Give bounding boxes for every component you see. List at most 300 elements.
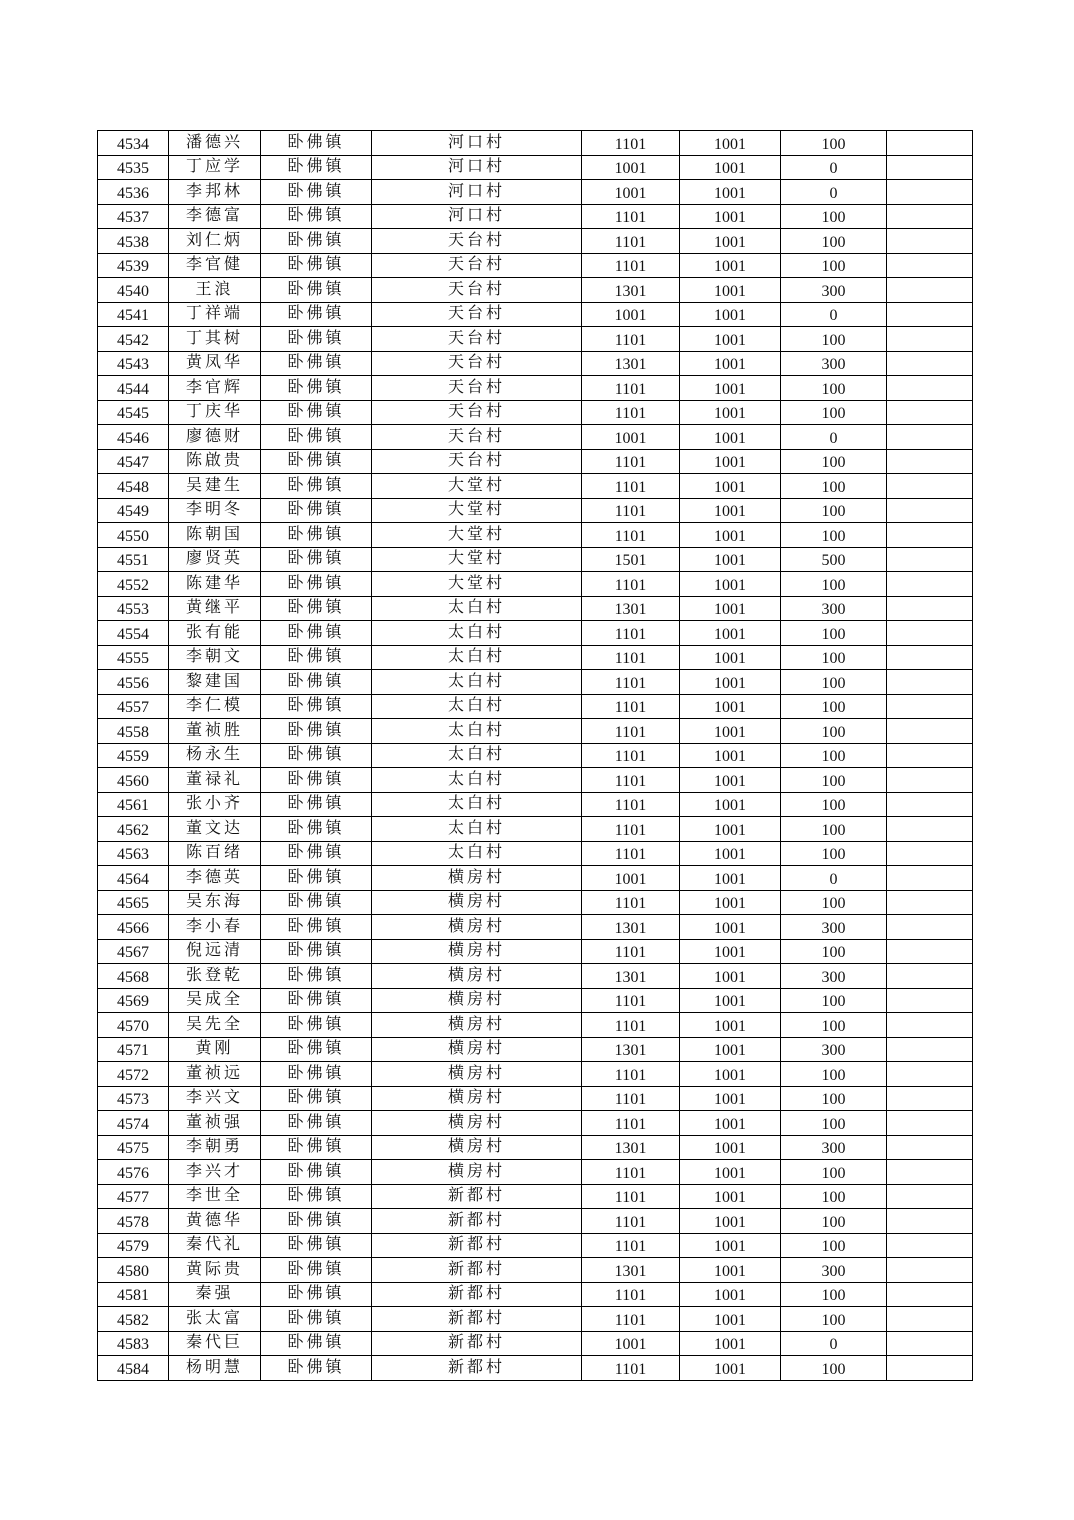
cell-code-a: 1101 bbox=[582, 451, 680, 476]
table-row bbox=[98, 400, 973, 425]
cell-code-b: 1001 bbox=[680, 1284, 781, 1309]
cell-index: 4536 bbox=[98, 182, 169, 207]
cell-village: 横房村 bbox=[372, 1160, 582, 1185]
cell-name: 李官辉 bbox=[169, 376, 261, 401]
cell-index: 4552 bbox=[98, 574, 169, 599]
cell-village: 太白村 bbox=[372, 596, 582, 621]
cell-remark bbox=[887, 402, 973, 427]
cell-remark bbox=[887, 304, 973, 329]
cell-index: 4573 bbox=[98, 1088, 169, 1113]
cell-town: 卧佛镇 bbox=[261, 1331, 372, 1356]
cell-code-b: 1001 bbox=[680, 1309, 781, 1334]
cell-name: 杨永生 bbox=[169, 743, 261, 768]
cell-name: 丁其树 bbox=[169, 327, 261, 352]
cell-code-b: 1001 bbox=[680, 770, 781, 795]
table-row bbox=[98, 180, 973, 205]
cell-amount: 100 bbox=[781, 794, 887, 819]
cell-town: 卧佛镇 bbox=[261, 302, 372, 327]
table-row bbox=[98, 1111, 973, 1136]
table-row bbox=[98, 474, 973, 499]
cell-name: 董文达 bbox=[169, 817, 261, 842]
cell-amount: 100 bbox=[781, 892, 887, 917]
cell-amount: 100 bbox=[781, 843, 887, 868]
table-row bbox=[98, 670, 973, 695]
cell-village: 河口村 bbox=[372, 131, 582, 156]
cell-amount: 300 bbox=[781, 966, 887, 991]
cell-code-a: 1101 bbox=[582, 1064, 680, 1089]
cell-name: 刘仁炳 bbox=[169, 229, 261, 254]
cell-town: 卧佛镇 bbox=[261, 694, 372, 719]
cell-town: 卧佛镇 bbox=[261, 131, 372, 156]
cell-remark bbox=[887, 1113, 973, 1138]
cell-amount: 100 bbox=[781, 721, 887, 746]
cell-remark bbox=[887, 623, 973, 648]
cell-remark bbox=[887, 892, 973, 917]
cell-code-a: 1001 bbox=[582, 427, 680, 452]
cell-town: 卧佛镇 bbox=[261, 1160, 372, 1185]
cell-code-b: 1001 bbox=[680, 280, 781, 305]
cell-name: 李朝勇 bbox=[169, 1135, 261, 1160]
cell-index: 4567 bbox=[98, 941, 169, 966]
cell-index: 4549 bbox=[98, 500, 169, 525]
cell-code-a: 1101 bbox=[582, 1309, 680, 1334]
cell-village: 大堂村 bbox=[372, 572, 582, 597]
table-row bbox=[98, 302, 973, 327]
cell-index: 4540 bbox=[98, 280, 169, 305]
cell-name: 黄凤华 bbox=[169, 351, 261, 376]
cell-village: 太白村 bbox=[372, 792, 582, 817]
cell-amount: 100 bbox=[781, 1235, 887, 1260]
table-row bbox=[98, 547, 973, 572]
cell-town: 卧佛镇 bbox=[261, 1307, 372, 1332]
cell-remark bbox=[887, 990, 973, 1015]
table-row bbox=[98, 596, 973, 621]
cell-index: 4558 bbox=[98, 721, 169, 746]
cell-index: 4583 bbox=[98, 1333, 169, 1358]
cell-town: 卧佛镇 bbox=[261, 670, 372, 695]
table-row bbox=[98, 817, 973, 842]
cell-name: 吴先全 bbox=[169, 1013, 261, 1038]
cell-name: 丁应学 bbox=[169, 155, 261, 180]
cell-name: 黄际贵 bbox=[169, 1258, 261, 1283]
cell-name: 王浪 bbox=[169, 278, 261, 303]
cell-village: 太白村 bbox=[372, 743, 582, 768]
cell-index: 4539 bbox=[98, 255, 169, 280]
cell-name: 张有能 bbox=[169, 621, 261, 646]
cell-town: 卧佛镇 bbox=[261, 547, 372, 572]
cell-remark bbox=[887, 843, 973, 868]
table-row bbox=[98, 841, 973, 866]
cell-town: 卧佛镇 bbox=[261, 180, 372, 205]
cell-name: 杨明慧 bbox=[169, 1356, 261, 1381]
cell-code-b: 1001 bbox=[680, 427, 781, 452]
cell-name: 李小春 bbox=[169, 915, 261, 940]
cell-code-a: 1101 bbox=[582, 206, 680, 231]
cell-town: 卧佛镇 bbox=[261, 1013, 372, 1038]
table-row bbox=[98, 376, 973, 401]
cell-remark bbox=[887, 157, 973, 182]
cell-index: 4570 bbox=[98, 1015, 169, 1040]
table-row bbox=[98, 890, 973, 915]
cell-code-b: 1001 bbox=[680, 182, 781, 207]
cell-town: 卧佛镇 bbox=[261, 1037, 372, 1062]
cell-index: 4546 bbox=[98, 427, 169, 452]
cell-village: 大堂村 bbox=[372, 474, 582, 499]
cell-code-b: 1001 bbox=[680, 843, 781, 868]
table-row bbox=[98, 915, 973, 940]
cell-code-a: 1101 bbox=[582, 623, 680, 648]
cell-code-a: 1301 bbox=[582, 1039, 680, 1064]
table-row bbox=[98, 1160, 973, 1185]
cell-code-b: 1001 bbox=[680, 1162, 781, 1187]
cell-index: 4582 bbox=[98, 1309, 169, 1334]
cell-town: 卧佛镇 bbox=[261, 351, 372, 376]
cell-code-a: 1101 bbox=[582, 1235, 680, 1260]
cell-name: 董祯远 bbox=[169, 1062, 261, 1087]
cell-town: 卧佛镇 bbox=[261, 768, 372, 793]
cell-index: 4584 bbox=[98, 1358, 169, 1383]
cell-code-a: 1101 bbox=[582, 843, 680, 868]
cell-index: 4556 bbox=[98, 672, 169, 697]
cell-name: 黄德华 bbox=[169, 1209, 261, 1234]
cell-code-b: 1001 bbox=[680, 304, 781, 329]
cell-village: 新都村 bbox=[372, 1184, 582, 1209]
cell-code-a: 1101 bbox=[582, 745, 680, 770]
cell-index: 4555 bbox=[98, 647, 169, 672]
table-row bbox=[98, 1282, 973, 1307]
cell-code-a: 1101 bbox=[582, 672, 680, 697]
cell-amount: 300 bbox=[781, 1039, 887, 1064]
cell-code-a: 1301 bbox=[582, 917, 680, 942]
table-row bbox=[98, 694, 973, 719]
cell-code-a: 1101 bbox=[582, 794, 680, 819]
cell-index: 4542 bbox=[98, 329, 169, 354]
cell-remark bbox=[887, 476, 973, 501]
table-row bbox=[98, 1062, 973, 1087]
table-row bbox=[98, 1258, 973, 1283]
cell-village: 太白村 bbox=[372, 768, 582, 793]
cell-amount: 300 bbox=[781, 353, 887, 378]
cell-code-a: 1101 bbox=[582, 133, 680, 158]
cell-index: 4562 bbox=[98, 819, 169, 844]
cell-remark bbox=[887, 966, 973, 991]
cell-code-b: 1001 bbox=[680, 231, 781, 256]
cell-amount: 100 bbox=[781, 1064, 887, 1089]
cell-code-a: 1101 bbox=[582, 500, 680, 525]
cell-index: 4545 bbox=[98, 402, 169, 427]
cell-village: 新都村 bbox=[372, 1233, 582, 1258]
cell-name: 廖德财 bbox=[169, 425, 261, 450]
cell-code-b: 1001 bbox=[680, 1088, 781, 1113]
cell-village: 天台村 bbox=[372, 253, 582, 278]
cell-remark bbox=[887, 329, 973, 354]
table-row bbox=[98, 253, 973, 278]
cell-index: 4580 bbox=[98, 1260, 169, 1285]
cell-code-a: 1301 bbox=[582, 1260, 680, 1285]
cell-code-b: 1001 bbox=[680, 1235, 781, 1260]
cell-code-b: 1001 bbox=[680, 329, 781, 354]
table-body bbox=[98, 131, 973, 1381]
cell-town: 卧佛镇 bbox=[261, 327, 372, 352]
cell-code-b: 1001 bbox=[680, 1211, 781, 1236]
cell-code-b: 1001 bbox=[680, 1186, 781, 1211]
cell-town: 卧佛镇 bbox=[261, 964, 372, 989]
cell-code-b: 1001 bbox=[680, 451, 781, 476]
table-row bbox=[98, 792, 973, 817]
cell-village: 新都村 bbox=[372, 1331, 582, 1356]
cell-village: 天台村 bbox=[372, 302, 582, 327]
cell-code-a: 1101 bbox=[582, 1211, 680, 1236]
cell-amount: 100 bbox=[781, 770, 887, 795]
cell-name: 黎建国 bbox=[169, 670, 261, 695]
cell-code-a: 1101 bbox=[582, 1015, 680, 1040]
cell-index: 4534 bbox=[98, 133, 169, 158]
cell-amount: 100 bbox=[781, 1088, 887, 1113]
cell-code-a: 1101 bbox=[582, 647, 680, 672]
cell-amount: 0 bbox=[781, 427, 887, 452]
cell-code-a: 1301 bbox=[582, 353, 680, 378]
cell-code-a: 1101 bbox=[582, 574, 680, 599]
table-row bbox=[98, 327, 973, 352]
cell-town: 卧佛镇 bbox=[261, 792, 372, 817]
cell-remark bbox=[887, 500, 973, 525]
cell-index: 4563 bbox=[98, 843, 169, 868]
cell-remark bbox=[887, 647, 973, 672]
cell-village: 太白村 bbox=[372, 694, 582, 719]
cell-code-b: 1001 bbox=[680, 598, 781, 623]
cell-village: 天台村 bbox=[372, 425, 582, 450]
cell-index: 4571 bbox=[98, 1039, 169, 1064]
cell-amount: 100 bbox=[781, 133, 887, 158]
cell-amount: 100 bbox=[781, 378, 887, 403]
table-row bbox=[98, 1209, 973, 1234]
cell-code-a: 1101 bbox=[582, 1186, 680, 1211]
cell-code-a: 1001 bbox=[582, 868, 680, 893]
cell-code-b: 1001 bbox=[680, 1333, 781, 1358]
cell-remark bbox=[887, 1358, 973, 1383]
cell-code-a: 1101 bbox=[582, 770, 680, 795]
cell-amount: 100 bbox=[781, 525, 887, 550]
cell-village: 横房村 bbox=[372, 866, 582, 891]
cell-town: 卧佛镇 bbox=[261, 449, 372, 474]
cell-village: 横房村 bbox=[372, 988, 582, 1013]
cell-amount: 100 bbox=[781, 231, 887, 256]
cell-town: 卧佛镇 bbox=[261, 572, 372, 597]
cell-name: 张太富 bbox=[169, 1307, 261, 1332]
cell-village: 天台村 bbox=[372, 278, 582, 303]
cell-town: 卧佛镇 bbox=[261, 155, 372, 180]
cell-code-b: 1001 bbox=[680, 868, 781, 893]
cell-remark bbox=[887, 427, 973, 452]
cell-town: 卧佛镇 bbox=[261, 621, 372, 646]
cell-name: 秦强 bbox=[169, 1282, 261, 1307]
cell-code-a: 1101 bbox=[582, 1113, 680, 1138]
cell-town: 卧佛镇 bbox=[261, 645, 372, 670]
cell-town: 卧佛镇 bbox=[261, 204, 372, 229]
table-row bbox=[98, 1356, 973, 1381]
table-row bbox=[98, 1233, 973, 1258]
table-row bbox=[98, 1135, 973, 1160]
cell-village: 太白村 bbox=[372, 645, 582, 670]
cell-village: 横房村 bbox=[372, 890, 582, 915]
cell-amount: 0 bbox=[781, 1333, 887, 1358]
cell-remark bbox=[887, 133, 973, 158]
cell-code-a: 1101 bbox=[582, 892, 680, 917]
cell-remark bbox=[887, 182, 973, 207]
cell-amount: 100 bbox=[781, 329, 887, 354]
cell-amount: 100 bbox=[781, 1211, 887, 1236]
cell-village: 横房村 bbox=[372, 1013, 582, 1038]
cell-amount: 100 bbox=[781, 1309, 887, 1334]
cell-town: 卧佛镇 bbox=[261, 1111, 372, 1136]
cell-village: 新都村 bbox=[372, 1209, 582, 1234]
cell-code-a: 1101 bbox=[582, 231, 680, 256]
cell-village: 横房村 bbox=[372, 1062, 582, 1087]
table-row bbox=[98, 498, 973, 523]
cell-code-b: 1001 bbox=[680, 1113, 781, 1138]
cell-index: 4560 bbox=[98, 770, 169, 795]
cell-remark bbox=[887, 206, 973, 231]
cell-code-b: 1001 bbox=[680, 1260, 781, 1285]
cell-name: 李明冬 bbox=[169, 498, 261, 523]
cell-index: 4572 bbox=[98, 1064, 169, 1089]
cell-name: 陈啟贵 bbox=[169, 449, 261, 474]
cell-town: 卧佛镇 bbox=[261, 400, 372, 425]
cell-town: 卧佛镇 bbox=[261, 376, 372, 401]
cell-code-a: 1501 bbox=[582, 549, 680, 574]
cell-town: 卧佛镇 bbox=[261, 1282, 372, 1307]
table-row bbox=[98, 572, 973, 597]
cell-index: 4561 bbox=[98, 794, 169, 819]
cell-name: 陈朝国 bbox=[169, 523, 261, 548]
cell-name: 秦代巨 bbox=[169, 1331, 261, 1356]
cell-code-b: 1001 bbox=[680, 549, 781, 574]
cell-town: 卧佛镇 bbox=[261, 229, 372, 254]
table-row bbox=[98, 645, 973, 670]
cell-index: 4551 bbox=[98, 549, 169, 574]
cell-name: 丁庆华 bbox=[169, 400, 261, 425]
table-row bbox=[98, 964, 973, 989]
cell-index: 4548 bbox=[98, 476, 169, 501]
cell-remark bbox=[887, 353, 973, 378]
cell-amount: 100 bbox=[781, 1358, 887, 1383]
cell-code-a: 1301 bbox=[582, 1137, 680, 1162]
cell-name: 董祯强 bbox=[169, 1111, 261, 1136]
cell-index: 4568 bbox=[98, 966, 169, 991]
cell-village: 河口村 bbox=[372, 155, 582, 180]
cell-code-b: 1001 bbox=[680, 1064, 781, 1089]
cell-amount: 0 bbox=[781, 182, 887, 207]
cell-amount: 100 bbox=[781, 574, 887, 599]
cell-name: 倪远清 bbox=[169, 939, 261, 964]
cell-village: 大堂村 bbox=[372, 498, 582, 523]
cell-code-a: 1101 bbox=[582, 1162, 680, 1187]
cell-remark bbox=[887, 1260, 973, 1285]
cell-code-a: 1101 bbox=[582, 1284, 680, 1309]
cell-remark bbox=[887, 451, 973, 476]
cell-village: 河口村 bbox=[372, 204, 582, 229]
table-row bbox=[98, 131, 973, 156]
cell-amount: 300 bbox=[781, 1137, 887, 1162]
cell-amount: 100 bbox=[781, 623, 887, 648]
cell-remark bbox=[887, 868, 973, 893]
cell-code-b: 1001 bbox=[680, 721, 781, 746]
cell-name: 李邦林 bbox=[169, 180, 261, 205]
cell-code-a: 1101 bbox=[582, 329, 680, 354]
cell-remark bbox=[887, 1039, 973, 1064]
cell-village: 天台村 bbox=[372, 400, 582, 425]
table-row bbox=[98, 939, 973, 964]
cell-code-a: 1101 bbox=[582, 819, 680, 844]
cell-remark bbox=[887, 1088, 973, 1113]
cell-remark bbox=[887, 770, 973, 795]
cell-code-b: 1001 bbox=[680, 500, 781, 525]
cell-name: 黄继平 bbox=[169, 596, 261, 621]
cell-village: 大堂村 bbox=[372, 523, 582, 548]
cell-code-b: 1001 bbox=[680, 892, 781, 917]
cell-town: 卧佛镇 bbox=[261, 596, 372, 621]
cell-amount: 100 bbox=[781, 1186, 887, 1211]
cell-village: 横房村 bbox=[372, 915, 582, 940]
cell-code-b: 1001 bbox=[680, 133, 781, 158]
table-row bbox=[98, 425, 973, 450]
cell-village: 天台村 bbox=[372, 449, 582, 474]
cell-town: 卧佛镇 bbox=[261, 988, 372, 1013]
cell-village: 太白村 bbox=[372, 719, 582, 744]
cell-amount: 0 bbox=[781, 157, 887, 182]
cell-amount: 0 bbox=[781, 304, 887, 329]
cell-town: 卧佛镇 bbox=[261, 890, 372, 915]
cell-village: 横房村 bbox=[372, 1037, 582, 1062]
cell-index: 4579 bbox=[98, 1235, 169, 1260]
cell-remark bbox=[887, 721, 973, 746]
cell-town: 卧佛镇 bbox=[261, 817, 372, 842]
cell-amount: 100 bbox=[781, 990, 887, 1015]
cell-code-b: 1001 bbox=[680, 1015, 781, 1040]
cell-code-a: 1101 bbox=[582, 402, 680, 427]
cell-code-b: 1001 bbox=[680, 525, 781, 550]
cell-code-b: 1001 bbox=[680, 255, 781, 280]
cell-code-b: 1001 bbox=[680, 917, 781, 942]
cell-amount: 100 bbox=[781, 1162, 887, 1187]
cell-village: 大堂村 bbox=[372, 547, 582, 572]
cell-index: 4569 bbox=[98, 990, 169, 1015]
cell-index: 4564 bbox=[98, 868, 169, 893]
cell-amount: 100 bbox=[781, 1113, 887, 1138]
cell-code-a: 1001 bbox=[582, 182, 680, 207]
cell-village: 天台村 bbox=[372, 351, 582, 376]
cell-name: 李德富 bbox=[169, 204, 261, 229]
cell-amount: 100 bbox=[781, 500, 887, 525]
cell-code-a: 1001 bbox=[582, 304, 680, 329]
table-row bbox=[98, 1331, 973, 1356]
cell-name: 李朝文 bbox=[169, 645, 261, 670]
cell-code-b: 1001 bbox=[680, 647, 781, 672]
cell-name: 潘德兴 bbox=[169, 131, 261, 156]
cell-amount: 100 bbox=[781, 476, 887, 501]
cell-amount: 100 bbox=[781, 819, 887, 844]
record-table bbox=[97, 130, 973, 1381]
cell-amount: 300 bbox=[781, 1260, 887, 1285]
cell-index: 4574 bbox=[98, 1113, 169, 1138]
table-row bbox=[98, 768, 973, 793]
cell-amount: 0 bbox=[781, 868, 887, 893]
cell-amount: 100 bbox=[781, 696, 887, 721]
cell-remark bbox=[887, 1235, 973, 1260]
cell-town: 卧佛镇 bbox=[261, 719, 372, 744]
cell-code-b: 1001 bbox=[680, 574, 781, 599]
cell-amount: 100 bbox=[781, 206, 887, 231]
